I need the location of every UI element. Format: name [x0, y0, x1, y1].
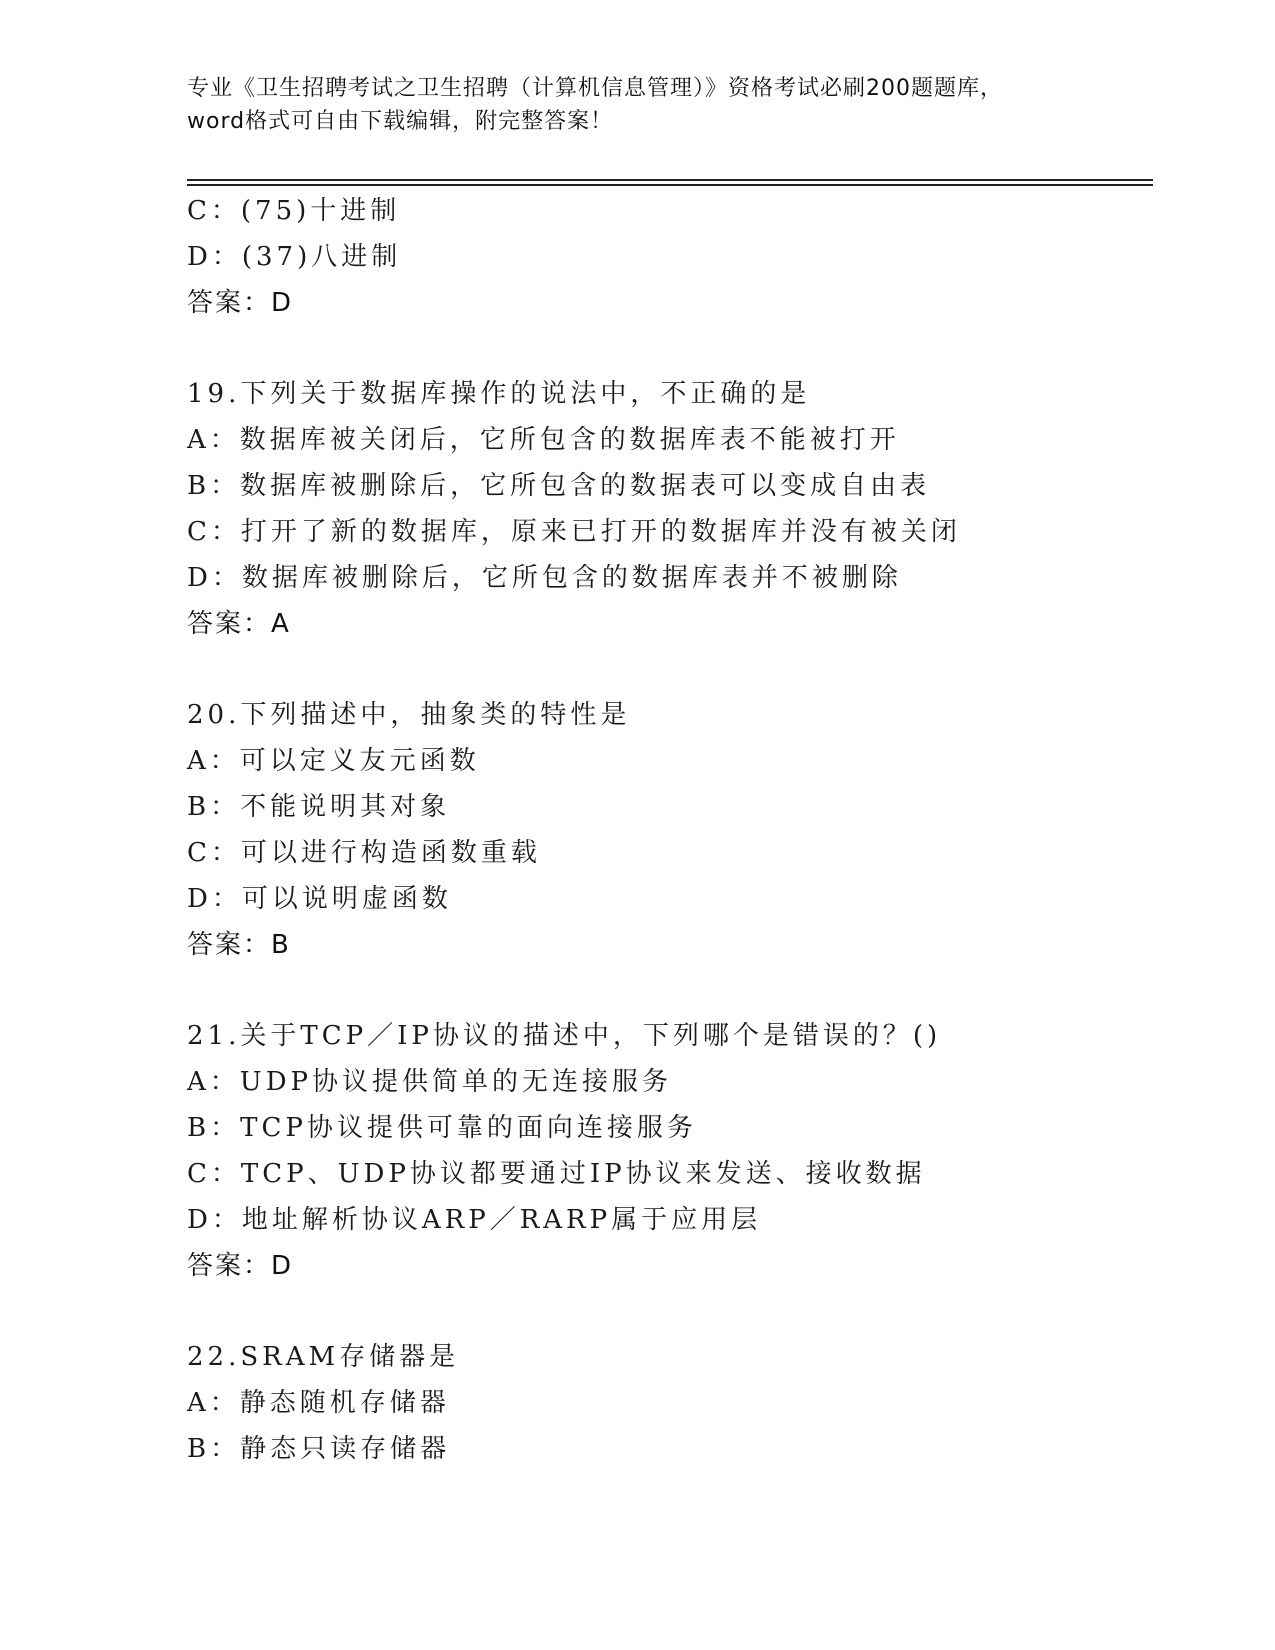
- question-block-22: [187, 1334, 1147, 1472]
- question-list: [187, 188, 1147, 1472]
- header-title-line-1: 专业《卫生招聘考试之卫生招聘（计算机信息管理）》资格考试必刷200题题库，: [187, 76, 1003, 101]
- question-stem: 20.下列描述中，抽象类的特性是: [187, 700, 631, 730]
- question-stem: 22.SRAM存储器是: [187, 1342, 460, 1372]
- option-b: B：数据库被删除后，它所包含的数据表可以变成自由表: [187, 471, 931, 501]
- option-a: A：数据库被关闭后，它所包含的数据库表不能被打开: [187, 425, 900, 455]
- question-stem: 21.关于TCP／IP协议的描述中，下列哪个是错误的？(): [187, 1021, 942, 1051]
- question-block-20: [187, 692, 1147, 968]
- option-b: B：静态只读存储器: [187, 1434, 451, 1464]
- option-d: D：数据库被删除后，它所包含的数据库表并不被删除: [187, 563, 902, 593]
- spacer: [187, 968, 1147, 1013]
- option-d: D：可以说明虚函数: [187, 884, 452, 914]
- document-header: [187, 72, 1087, 138]
- option-c: C：TCP、UDP协议都要通过IP协议来发送、接收数据: [187, 1159, 926, 1189]
- header-divider-top: [187, 179, 1153, 181]
- header-title-line-2: word格式可自由下载编辑，附完整答案！: [187, 109, 614, 134]
- option-d: D：(37)八进制: [187, 242, 402, 272]
- question-block-21: [187, 1013, 1147, 1289]
- option-c: C：(75)十进制: [187, 196, 401, 226]
- question-block-19: [187, 371, 1147, 647]
- question-block-18-continued: [187, 188, 1147, 326]
- answer-line: 答案：D: [187, 1251, 294, 1281]
- option-c: C：打开了新的数据库，原来已打开的数据库并没有被关闭: [187, 517, 961, 547]
- option-c: C：可以进行构造函数重载: [187, 838, 541, 868]
- option-a: A：静态随机存储器: [187, 1388, 450, 1418]
- option-b: B：不能说明其对象: [187, 792, 451, 822]
- spacer: [187, 1289, 1147, 1334]
- option-a: A：可以定义友元函数: [187, 746, 480, 776]
- option-a: A：UDP协议提供简单的无连接服务: [187, 1067, 673, 1097]
- answer-line: 答案：D: [187, 288, 294, 318]
- question-stem: 19.下列关于数据库操作的说法中，不正确的是: [187, 379, 811, 409]
- option-d: D：地址解析协议ARP／RARP属于应用层: [187, 1205, 762, 1235]
- header-divider-bottom: [187, 184, 1153, 186]
- spacer: [187, 326, 1147, 371]
- answer-line: 答案：B: [187, 930, 291, 960]
- answer-line: 答案：A: [187, 609, 291, 639]
- spacer: [187, 647, 1147, 692]
- option-b: B：TCP协议提供可靠的面向连接服务: [187, 1113, 697, 1143]
